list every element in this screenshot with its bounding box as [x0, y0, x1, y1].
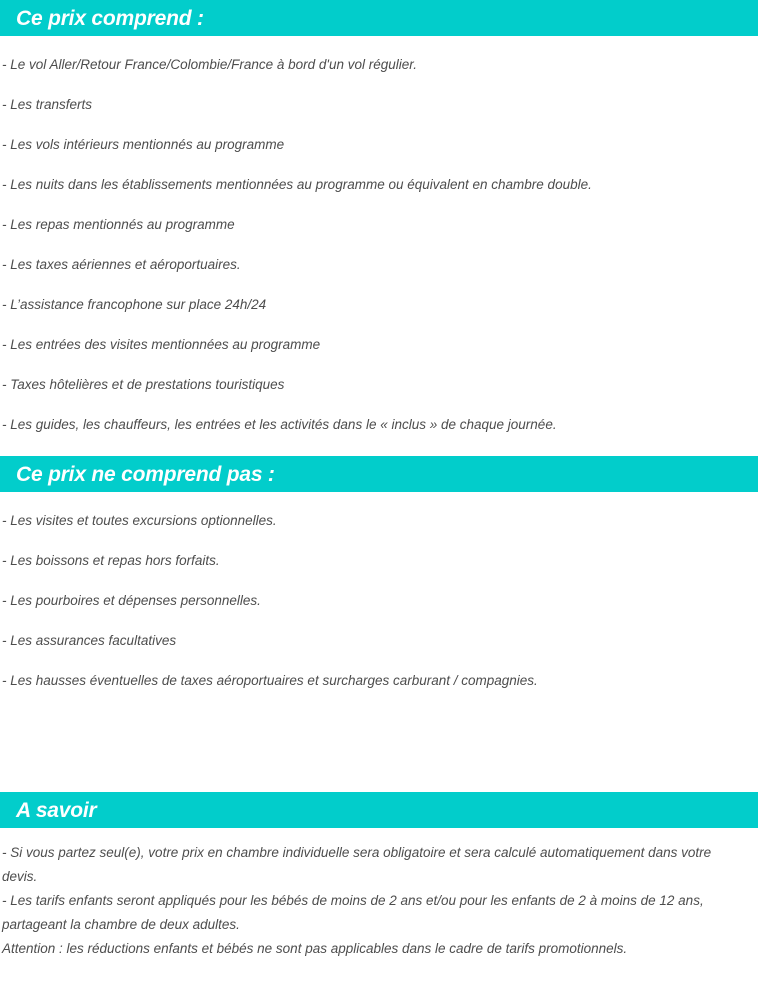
list-item: - Taxes hôtelières et de prestations touristiques	[2, 377, 285, 392]
list-item: - Les taxes aériennes et aéroportuaires.	[2, 257, 241, 272]
list-item: - Les pourboires et dépenses personnelles.	[2, 593, 261, 608]
section-title-included: Ce prix comprend :	[16, 6, 204, 30]
section-header-note	[0, 792, 758, 828]
section-title-excluded: Ce prix ne comprend pas :	[16, 462, 275, 486]
list-item: - Les hausses éventuelles de taxes aéroportuaires et surcharges carburant / compagnies.	[2, 673, 538, 688]
list-item: - Les visites et toutes excursions optionnelles.	[2, 513, 277, 528]
note-paragraph: - Si vous partez seul(e), votre prix en chambre individuelle sera obligatoire et sera calculé automatiquement dans votre devis.	[2, 845, 712, 884]
section-title-note: A savoir	[16, 798, 97, 822]
list-item: - Les transferts	[2, 97, 93, 112]
list-item: - Les assurances facultatives	[2, 633, 177, 648]
section-spacer	[0, 712, 758, 792]
list-item: - Les vols intérieurs mentionnés au programme	[2, 137, 285, 152]
note-paragraph: - Les tarifs enfants seront appliqués pour les bébés de moins de 2 ans et/ou pour les enfants de 2 à moins de 12 ans, partageant la chambre de deux adultes.	[2, 893, 704, 932]
included-items-list	[0, 36, 758, 433]
section-header-included	[0, 0, 758, 36]
list-item: - Les entrées des visites mentionnées au programme	[2, 337, 321, 352]
section-header-excluded	[0, 456, 758, 492]
list-item: - Les boissons et repas hors forfaits.	[2, 553, 220, 568]
excluded-items-list	[0, 492, 758, 689]
list-item: - Les guides, les chauffeurs, les entrées et les activités dans le « inclus » de chaque journée.	[2, 417, 557, 432]
note-paragraph-list	[0, 828, 758, 961]
note-paragraph: Attention : les réductions enfants et bébés ne sont pas applicables dans le cadre de tarifs promotionnels.	[2, 941, 628, 956]
list-item: - L’assistance francophone sur place 24h/24	[2, 297, 267, 312]
list-item: - Les repas mentionnés au programme	[2, 217, 235, 232]
list-item: - Le vol Aller/Retour France/Colombie/France à bord d'un vol régulier.	[2, 57, 418, 72]
list-item: - Les nuits dans les établissements mentionnées au programme ou équivalent en chambre double.	[2, 177, 592, 192]
